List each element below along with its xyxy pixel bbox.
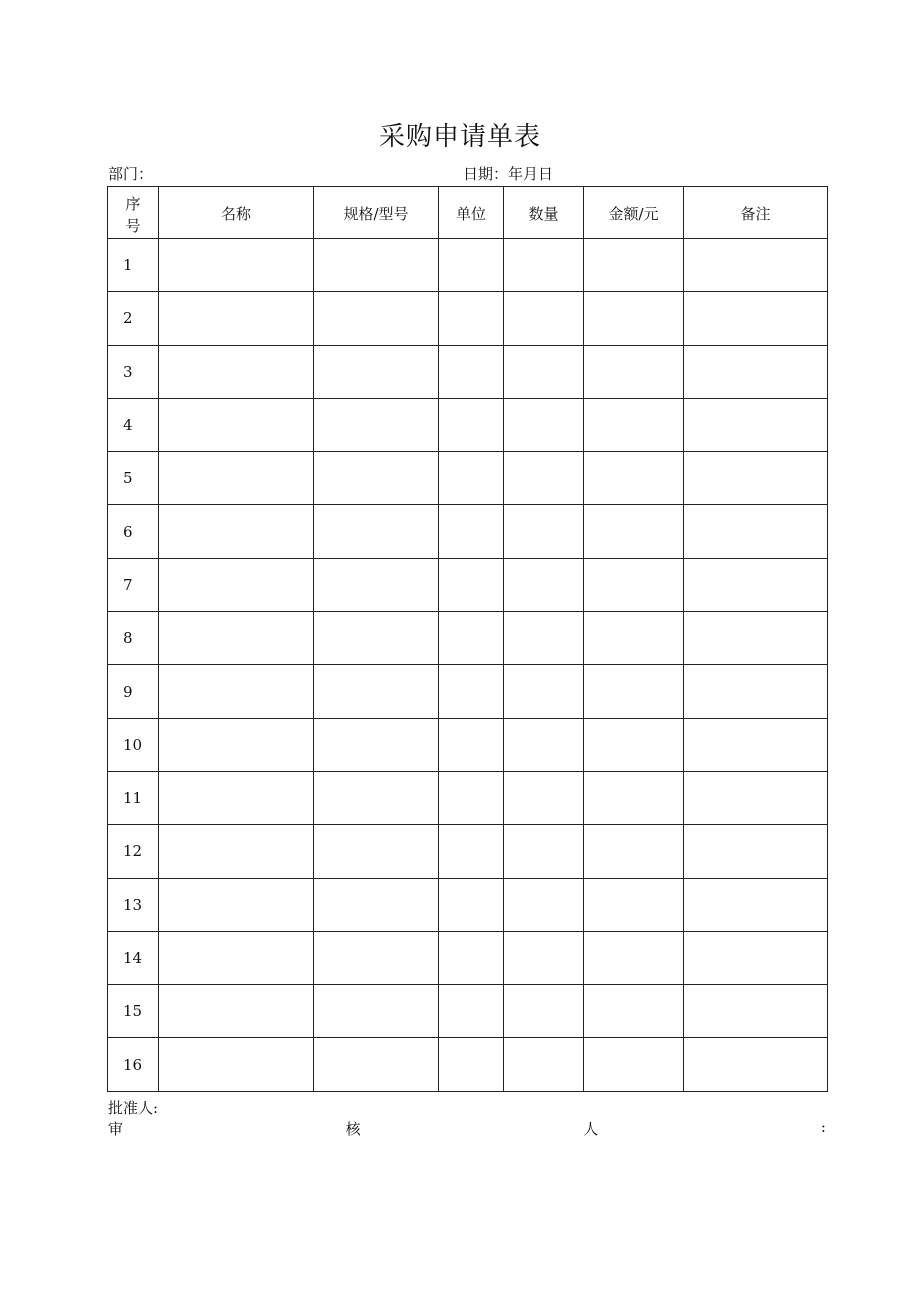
spec-cell[interactable] [314, 825, 439, 878]
row-number: 2 [108, 292, 159, 345]
remarks-cell[interactable] [684, 505, 828, 558]
name-cell[interactable] [159, 452, 314, 505]
amount-cell[interactable] [584, 239, 684, 292]
name-cell[interactable] [159, 931, 314, 984]
row-number: 12 [108, 825, 159, 878]
name-cell[interactable] [159, 1038, 314, 1091]
approver-label: 批准人: [108, 1099, 159, 1117]
amount-cell[interactable] [584, 931, 684, 984]
unit-cell[interactable] [439, 665, 504, 718]
quantity-cell[interactable] [504, 771, 584, 824]
name-cell[interactable] [159, 878, 314, 931]
amount-cell[interactable] [584, 345, 684, 398]
row-number: 16 [108, 1038, 159, 1091]
header-quantity: 数量 [504, 187, 584, 239]
unit-cell[interactable] [439, 771, 504, 824]
table-row [108, 825, 828, 878]
unit-cell[interactable] [439, 718, 504, 771]
spec-cell[interactable] [314, 292, 439, 345]
unit-cell[interactable] [439, 558, 504, 611]
table-row [108, 505, 828, 558]
remarks-cell[interactable] [684, 718, 828, 771]
spec-cell[interactable] [314, 452, 439, 505]
table-row [108, 665, 828, 718]
unit-cell[interactable] [439, 931, 504, 984]
amount-cell[interactable] [584, 558, 684, 611]
amount-cell[interactable] [584, 771, 684, 824]
remarks-cell[interactable] [684, 985, 828, 1038]
unit-cell[interactable] [439, 1038, 504, 1091]
header-seq-line1: 序 [125, 195, 141, 213]
spec-cell[interactable] [314, 1038, 439, 1091]
unit-cell[interactable] [439, 239, 504, 292]
row-number: 4 [108, 398, 159, 451]
unit-cell[interactable] [439, 398, 504, 451]
row-number: 7 [108, 558, 159, 611]
amount-cell[interactable] [584, 452, 684, 505]
amount-cell[interactable] [584, 878, 684, 931]
header-seq-line2: 号 [125, 217, 141, 235]
remarks-cell[interactable] [684, 612, 828, 665]
remarks-cell[interactable] [684, 1038, 828, 1091]
row-number: 8 [108, 612, 159, 665]
remarks-cell[interactable] [684, 239, 828, 292]
reviewer-char: 人 [583, 1120, 599, 1138]
amount-cell[interactable] [584, 665, 684, 718]
name-cell[interactable] [159, 345, 314, 398]
name-cell[interactable] [159, 398, 314, 451]
quantity-cell[interactable] [504, 825, 584, 878]
amount-cell[interactable] [584, 825, 684, 878]
quantity-cell[interactable] [504, 345, 584, 398]
spec-cell[interactable] [314, 558, 439, 611]
row-number: 15 [108, 985, 159, 1038]
unit-cell[interactable] [439, 825, 504, 878]
unit-cell[interactable] [439, 345, 504, 398]
name-cell[interactable] [159, 558, 314, 611]
header-remarks: 备注 [684, 187, 828, 239]
name-cell[interactable] [159, 718, 314, 771]
name-cell[interactable] [159, 505, 314, 558]
date-label: 日期：年月日 [463, 165, 554, 183]
header-spec: 规格/型号 [314, 187, 439, 239]
quantity-cell[interactable] [504, 985, 584, 1038]
quantity-cell[interactable] [504, 558, 584, 611]
table-row [108, 1038, 828, 1091]
row-number: 1 [108, 239, 159, 292]
spec-cell[interactable] [314, 345, 439, 398]
amount-cell[interactable] [584, 398, 684, 451]
row-number: 5 [108, 452, 159, 505]
amount-cell[interactable] [584, 612, 684, 665]
quantity-cell[interactable] [504, 292, 584, 345]
quantity-cell[interactable] [504, 1038, 584, 1091]
name-cell[interactable] [159, 771, 314, 824]
row-number: 9 [108, 665, 159, 718]
table-row [108, 292, 828, 345]
spec-cell[interactable] [314, 931, 439, 984]
table-row [108, 612, 828, 665]
quantity-cell[interactable] [504, 505, 584, 558]
unit-cell[interactable] [439, 292, 504, 345]
remarks-cell[interactable] [684, 398, 828, 451]
table-row [108, 452, 828, 505]
remarks-cell[interactable] [684, 878, 828, 931]
amount-cell[interactable] [584, 292, 684, 345]
unit-cell[interactable] [439, 985, 504, 1038]
spec-cell[interactable] [314, 505, 439, 558]
spec-cell[interactable] [314, 771, 439, 824]
remarks-cell[interactable] [684, 452, 828, 505]
quantity-cell[interactable] [504, 239, 584, 292]
row-number: 11 [108, 771, 159, 824]
table-row [108, 398, 828, 451]
row-number: 3 [108, 345, 159, 398]
amount-cell[interactable] [584, 505, 684, 558]
quantity-cell[interactable] [504, 452, 584, 505]
spec-cell[interactable] [314, 878, 439, 931]
row-number: 10 [108, 718, 159, 771]
spec-cell[interactable] [314, 718, 439, 771]
spec-cell[interactable] [314, 398, 439, 451]
table-row [108, 345, 828, 398]
header-amount: 金额/元 [584, 187, 684, 239]
table-row [108, 985, 828, 1038]
quantity-cell[interactable] [504, 931, 584, 984]
page-title: 采购申请单表 [378, 122, 541, 152]
purchase-request-table [107, 186, 828, 1092]
name-cell[interactable] [159, 825, 314, 878]
amount-cell[interactable] [584, 1038, 684, 1091]
reviewer-char: : [820, 1118, 826, 1136]
unit-cell[interactable] [439, 505, 504, 558]
name-cell[interactable] [159, 292, 314, 345]
table-row [108, 878, 828, 931]
table-row [108, 931, 828, 984]
table-row [108, 239, 828, 292]
row-number: 14 [108, 931, 159, 984]
spec-cell[interactable] [314, 239, 439, 292]
amount-cell[interactable] [584, 718, 684, 771]
quantity-cell[interactable] [504, 398, 584, 451]
unit-cell[interactable] [439, 452, 504, 505]
remarks-cell[interactable] [684, 665, 828, 718]
row-number: 6 [108, 505, 159, 558]
header-name: 名称 [159, 187, 314, 239]
remarks-cell[interactable] [684, 825, 828, 878]
table-row [108, 771, 828, 824]
table-row [108, 558, 828, 611]
spec-cell[interactable] [314, 985, 439, 1038]
reviewer-char: 核 [345, 1120, 361, 1138]
quantity-cell[interactable] [504, 878, 584, 931]
name-cell[interactable] [159, 985, 314, 1038]
name-cell[interactable] [159, 612, 314, 665]
quantity-cell[interactable] [504, 718, 584, 771]
remarks-cell[interactable] [684, 931, 828, 984]
name-cell[interactable] [159, 665, 314, 718]
table-row [108, 718, 828, 771]
remarks-cell[interactable] [684, 345, 828, 398]
header-unit: 单位 [439, 187, 504, 239]
amount-cell[interactable] [584, 985, 684, 1038]
reviewer-char: 审 [108, 1120, 124, 1138]
unit-cell[interactable] [439, 878, 504, 931]
unit-cell[interactable] [439, 612, 504, 665]
quantity-cell[interactable] [504, 612, 584, 665]
department-label: 部门： [108, 165, 154, 183]
spec-cell[interactable] [314, 612, 439, 665]
remarks-cell[interactable] [684, 558, 828, 611]
row-number: 13 [108, 878, 159, 931]
quantity-cell[interactable] [504, 665, 584, 718]
spec-cell[interactable] [314, 665, 439, 718]
header-seq [108, 187, 159, 239]
reviewer-label [108, 1118, 826, 1139]
remarks-cell[interactable] [684, 771, 828, 824]
remarks-cell[interactable] [684, 292, 828, 345]
table-header-row [108, 187, 828, 239]
name-cell[interactable] [159, 239, 314, 292]
